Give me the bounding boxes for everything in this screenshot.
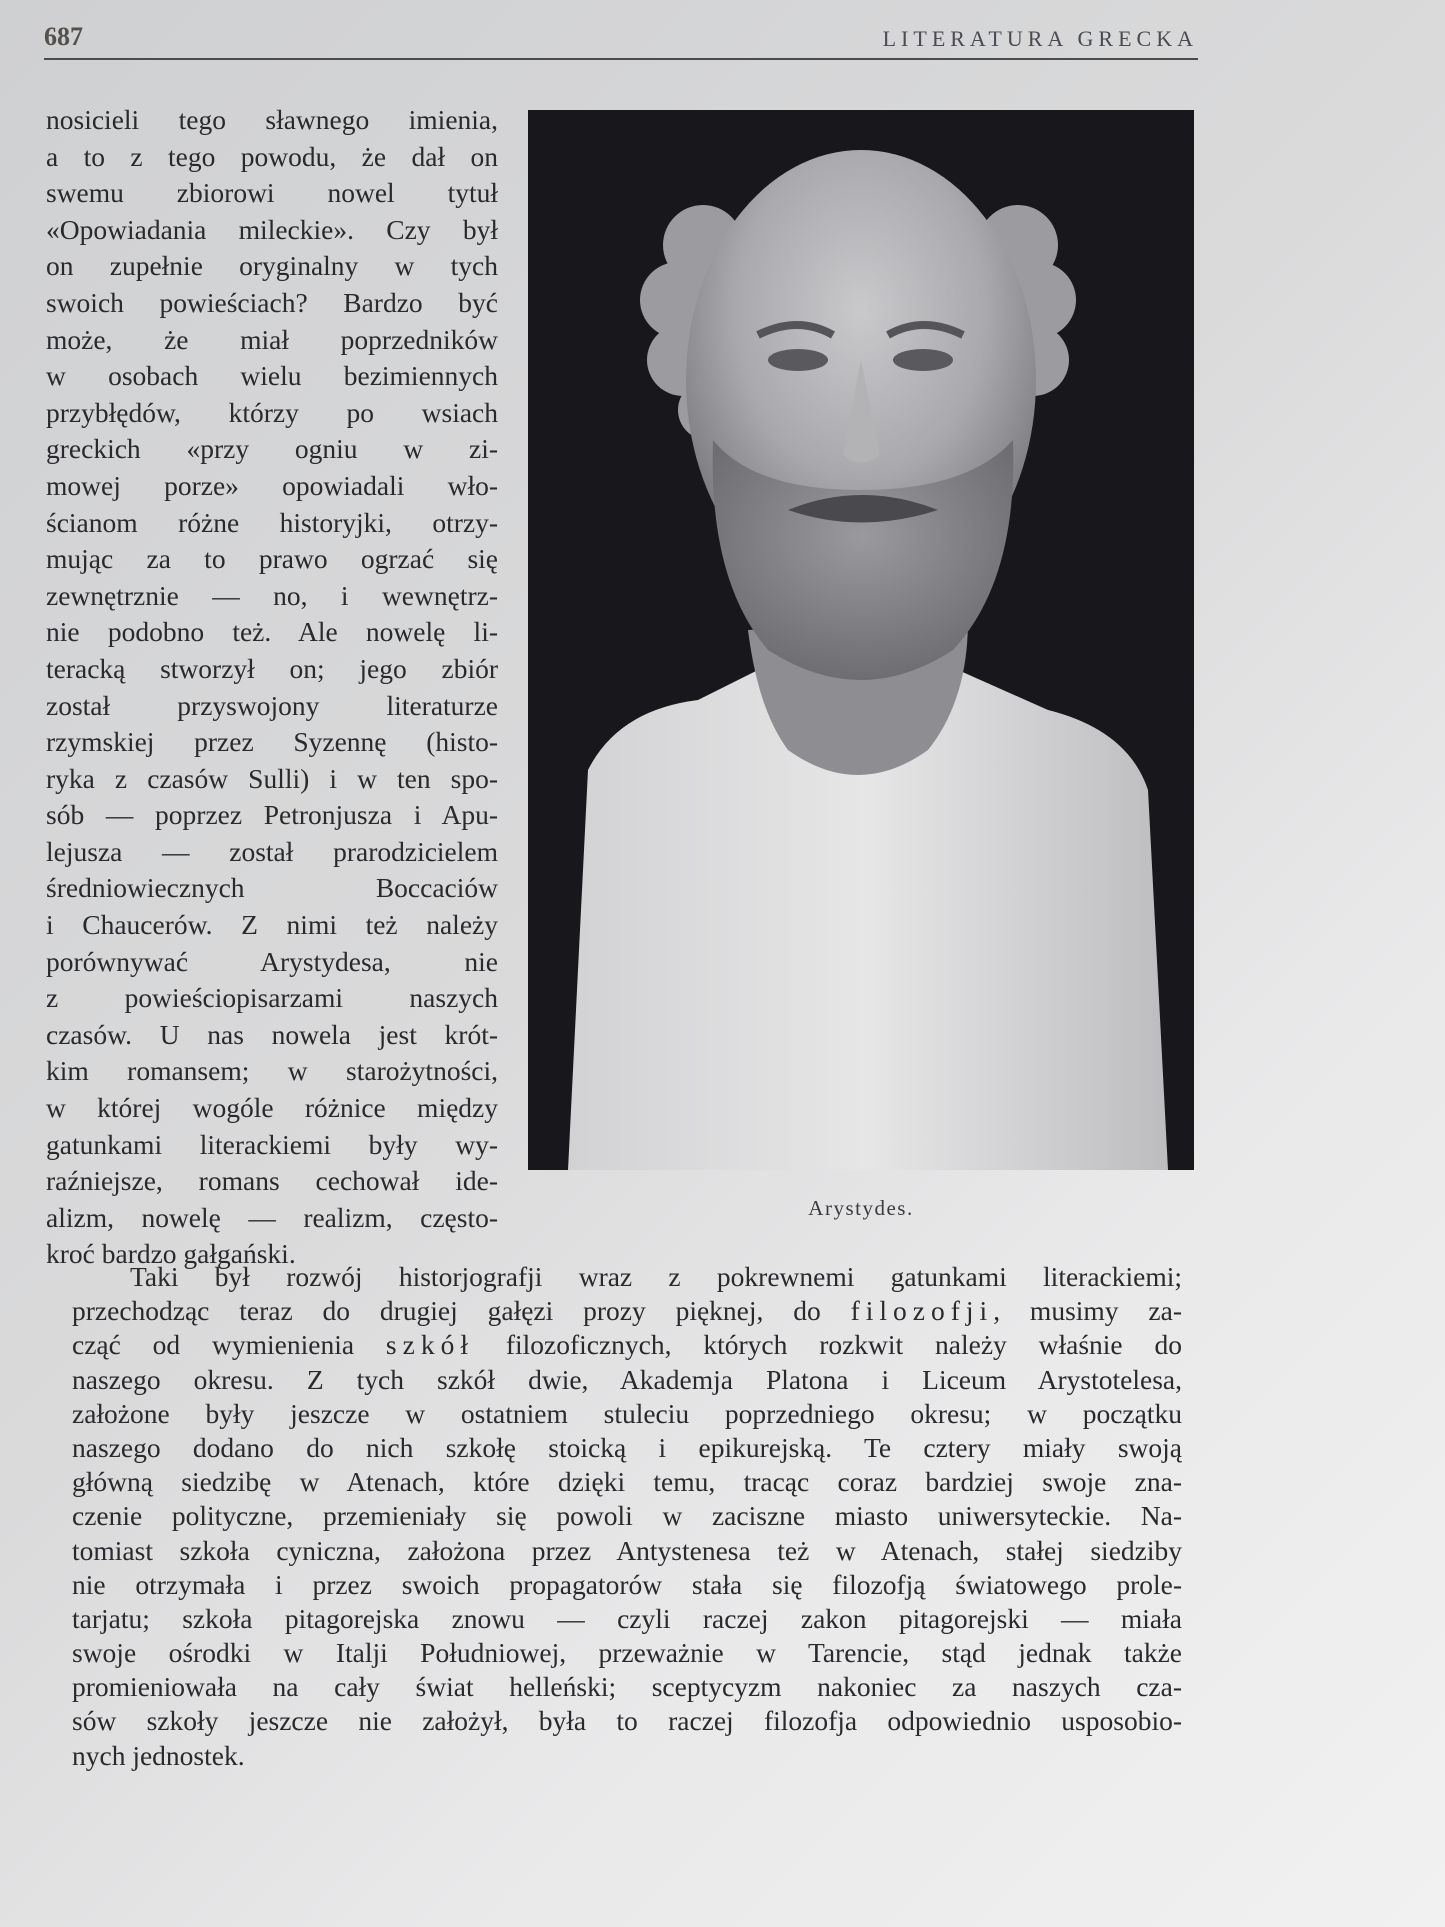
text-line: greckich «przy ogniu w zi- — [46, 433, 498, 465]
text-line: naszego okresu. Z tych szkół dwie, Akademja Platona i Liceum Arystotelesa, — [72, 1363, 1182, 1395]
text-line: swoich powieściach? Bardzo być — [46, 286, 498, 318]
page-header — [44, 22, 1198, 60]
text-line — [72, 1328, 1182, 1362]
text-line: a to z tego powodu, że dał on — [46, 140, 498, 172]
text-line: założone były jeszcze w ostatniem stuleciu poprzedniego okresu; w początku — [72, 1397, 1182, 1429]
text-line: alizm, nowelę — realizm, często- — [46, 1201, 498, 1233]
left-column-text — [46, 102, 498, 1273]
text-line: w osobach wielu bezimiennych — [46, 360, 498, 392]
text-line: mując za to prawo ogrzać się — [46, 543, 498, 575]
bust-left-eye — [768, 349, 828, 371]
spaced-term: szkół — [385, 1329, 474, 1361]
text-line: gatunkami literackiemi były wy- — [46, 1128, 498, 1160]
text-line: może, że miał poprzedników — [46, 323, 498, 355]
text-line: nych jednostek. — [72, 1739, 245, 1771]
text-line: z powieściopisarzami naszych — [46, 982, 498, 1014]
text-line: nosicieli tego sławnego imienia, — [46, 104, 498, 135]
text-line: promieniowała na cały świat helleński; sceptycyzm nakoniec za naszych cza- — [72, 1671, 1182, 1703]
running-title: LITERATURA GRECKA — [882, 26, 1198, 51]
text-line: tarjatu; szkoła pitagorejska znowu — czyli raczej zakon pitagorejski — miała — [72, 1602, 1182, 1634]
text-line: średniowiecznych Boccaciów — [46, 872, 498, 904]
text-line: rzymskiej przez Syzennę (histo- — [46, 726, 498, 758]
text-line — [72, 1294, 1182, 1328]
text-line: raźniejsze, romans cechował ide- — [46, 1165, 498, 1197]
text-segment: , musimy za- — [993, 1295, 1182, 1327]
bust-illustration — [528, 110, 1194, 1170]
text-line: teracką stworzył on; jego zbiór — [46, 652, 498, 684]
text-line: porównywać Arystydesa, nie — [46, 945, 498, 977]
text-line: swoje ośrodki w Italji Południowej, przeważnie w Tarencie, stąd jednak także — [72, 1637, 1182, 1669]
text-line: on zupełnie oryginalny w tych — [46, 250, 498, 282]
page-number: 687 — [44, 22, 83, 51]
text-line: swemu zbiorowi nowel tytuł — [46, 177, 498, 209]
text-line: został przyswojony literaturze — [46, 689, 498, 721]
text-line: ścianom różne historyjki, otrzy- — [46, 506, 498, 538]
text-line: ryka z czasów Sulli) i w ten spo- — [46, 762, 498, 794]
text-line: mowej porze» opowiadali wło- — [46, 469, 498, 501]
text-segment: cząć od wymienienia — [72, 1329, 386, 1361]
text-line: «Opowiadania mileckie». Czy był — [46, 213, 498, 245]
text-line: tomiast szkoła cyniczna, założona przez Antystenesa też w Atenach, stałej siedziby — [72, 1534, 1182, 1566]
text-line: i Chaucerów. Z nimi też należy — [46, 909, 498, 941]
bust-photograph — [528, 110, 1194, 1170]
text-segment: filozoficznych, których rozkwit należy właśnie do — [473, 1329, 1182, 1361]
text-line: przybłędów, którzy po wsiach — [46, 396, 498, 428]
text-line: sób — poprzez Petronjusza i Apu- — [46, 799, 498, 831]
text-line: naszego dodano do nich szkołę stoicką i epikurejską. Te cztery miały swoją — [72, 1431, 1182, 1463]
text-segment: przechodząc teraz do drugiej gałęzi prozy pięknej, do — [72, 1295, 851, 1327]
text-line: kroć bardzo gałgański. — [46, 1238, 296, 1270]
figure-caption: Arystydes. — [808, 1196, 914, 1220]
text-line: czenie polityczne, przemieniały się powoli w zaciszne miasto uniwersyteckie. Na- — [72, 1500, 1182, 1532]
spaced-term: filozofji — [850, 1295, 994, 1327]
text-line: czasów. U nas nowela jest krót- — [46, 1018, 498, 1050]
text-line: Taki był rozwój historjografji wraz z pokrewnemi gatunkami literackiemi; — [130, 1261, 1182, 1292]
text-line: sów szkoły jeszcze nie założył, była to raczej filozofja odpowiednio usposobio- — [72, 1705, 1182, 1737]
bust-right-eye — [893, 349, 953, 371]
text-line: nie otrzymała i przez swoich propagatorów stała się filozofją światowego prole- — [72, 1568, 1182, 1600]
text-line: w której wogóle różnice między — [46, 1092, 498, 1124]
bottom-paragraph-rest — [72, 1363, 1182, 1773]
text-line: zewnętrznie — no, i wewnętrz- — [46, 579, 498, 611]
text-line: kim romansem; w starożytności, — [46, 1055, 498, 1087]
text-line: lejusza — został prarodzicielem — [46, 835, 498, 867]
text-line: główną siedzibę w Atenach, które dzięki temu, tracąc coraz bardziej swoje zna- — [72, 1466, 1182, 1498]
text-line: nie podobno też. Ale nowelę li- — [46, 616, 498, 648]
bottom-paragraph — [72, 1260, 1182, 1773]
